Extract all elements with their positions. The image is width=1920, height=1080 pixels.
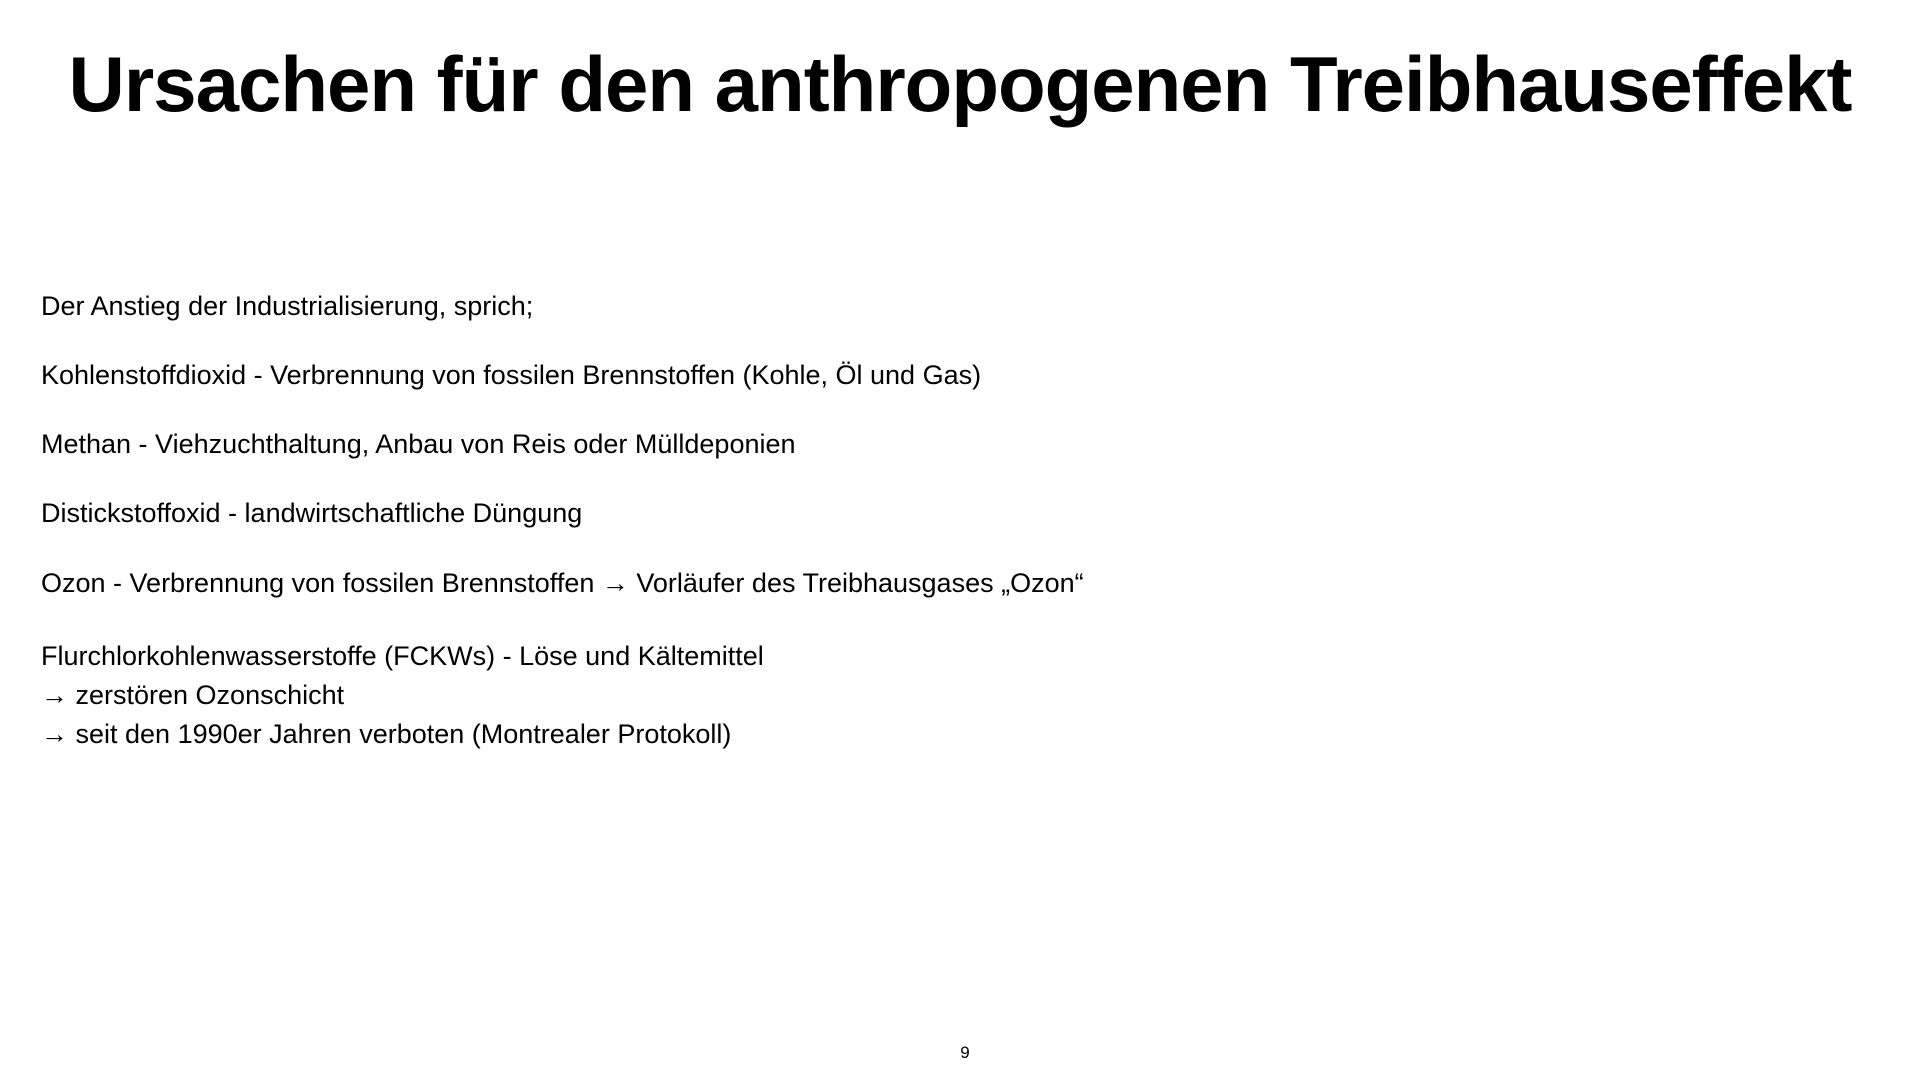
cause-item-nitrous-oxide: Distickstoffoxid - landwirtschaftliche Düngung — [41, 498, 583, 528]
cause-item-ozone: Ozon - Verbrennung von fossilen Brennstoffen → Vorläufer des Treibhausgases „Ozon“ — [41, 568, 1084, 598]
cause-item-carbon-dioxide: Kohlenstoffdioxid - Verbrennung von fossilen Brennstoffen (Kohle, Öl und Gas) — [41, 360, 982, 390]
cause-block-fckw — [41, 637, 764, 754]
fckw-point-ozone-layer: → zerstören Ozonschicht — [41, 680, 345, 710]
slide-title: Ursachen für den anthropogenen Treibhauseffekt — [68, 40, 1852, 128]
fckw-point-banned: → seit den 1990er Jahren verboten (Montrealer Protokoll) — [41, 719, 732, 749]
cause-item-methane: Methan - Viehzuchthaltung, Anbau von Reis oder Mülldeponien — [41, 429, 796, 459]
fckw-heading: Flurchlorkohlenwasserstoffe (FCKWs) - Löse und Kältemittel — [41, 641, 764, 671]
page-number: 9 — [960, 1043, 970, 1062]
intro-text: Der Anstieg der Industrialisierung, sprich; — [41, 291, 534, 321]
